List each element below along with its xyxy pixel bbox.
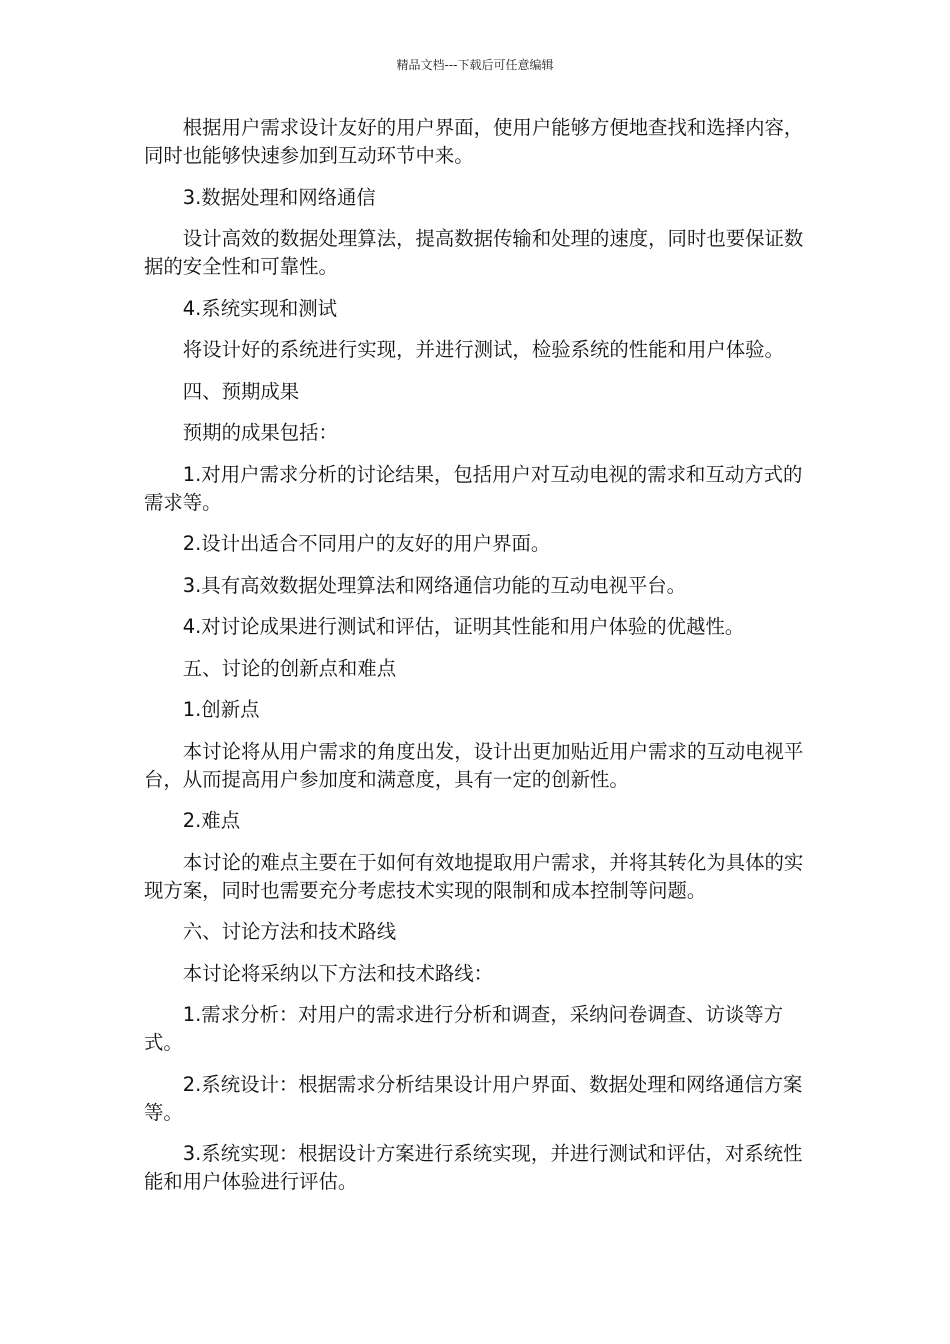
section-heading: 3.数据处理和网络通信 (182, 185, 376, 209)
list-item: 1.需求分析：对用户的需求进行分析和调查，采纳问卷调查、访谈等方式。 (144, 1003, 784, 1054)
list-item: 2.系统设计：根据需求分析结果设计用户界面、数据处理和网络通信方案等。 (144, 1072, 803, 1124)
list-item: 4.对讨论成果进行测试和评估，证明其性能和用户体验的优越性。 (182, 615, 745, 638)
paragraph: 将设计好的系统进行实现，并进行测试，检验系统的性能和用户体验。 (182, 338, 784, 361)
section-heading: 4.系统实现和测试 (182, 296, 338, 320)
paragraph: 设计高效的数据处理算法，提高数据传输和处理的速度，同时也要保证数据的安全性和可靠性。 (144, 227, 804, 278)
list-item: 1.对用户需求分析的讨论结果，包括用户对互动电视的需求和互动方式的需求等。 (144, 462, 803, 514)
paragraph: 本讨论将从用户需求的角度出发，设计出更加贴近用户需求的互动电视平台，从而提高用户参加度和满意度，具有一定的创新性。 (144, 739, 804, 791)
paragraph: 本讨论将采纳以下方法和技术路线： (182, 961, 494, 985)
paragraph: 根据用户需求设计友好的用户界面，使用户能够方便地查找和选择内容，同时也能够快速参加到互动环节中来。 (144, 116, 804, 167)
chapter-heading: 六、讨论方法和技术路线 (182, 920, 397, 943)
chapter-heading: 四、预期成果 (182, 379, 300, 403)
paragraph: 本讨论的难点主要在于如何有效地提取用户需求，并将其转化为具体的实现方案，同时也需要充分考虑技术实现的限制和成本控制等问题。 (144, 850, 804, 902)
document-body (144, 114, 806, 1210)
paragraph: 预期的成果包括： (182, 421, 338, 444)
section-heading: 1.创新点 (182, 698, 260, 721)
list-item: 3.具有高效数据处理算法和网络通信功能的互动电视平台。 (182, 573, 687, 597)
list-item: 2.设计出适合不同用户的友好的用户界面。 (182, 532, 551, 555)
chapter-heading: 五、讨论的创新点和难点 (182, 656, 397, 680)
list-item: 3.系统实现：根据设计方案进行系统实现，并进行测试和评估，对系统性能和用户体验进行评估。 (144, 1142, 803, 1193)
section-heading: 2.难点 (182, 809, 241, 832)
page-header: 精品文档---下载后可任意编辑 (396, 58, 554, 72)
